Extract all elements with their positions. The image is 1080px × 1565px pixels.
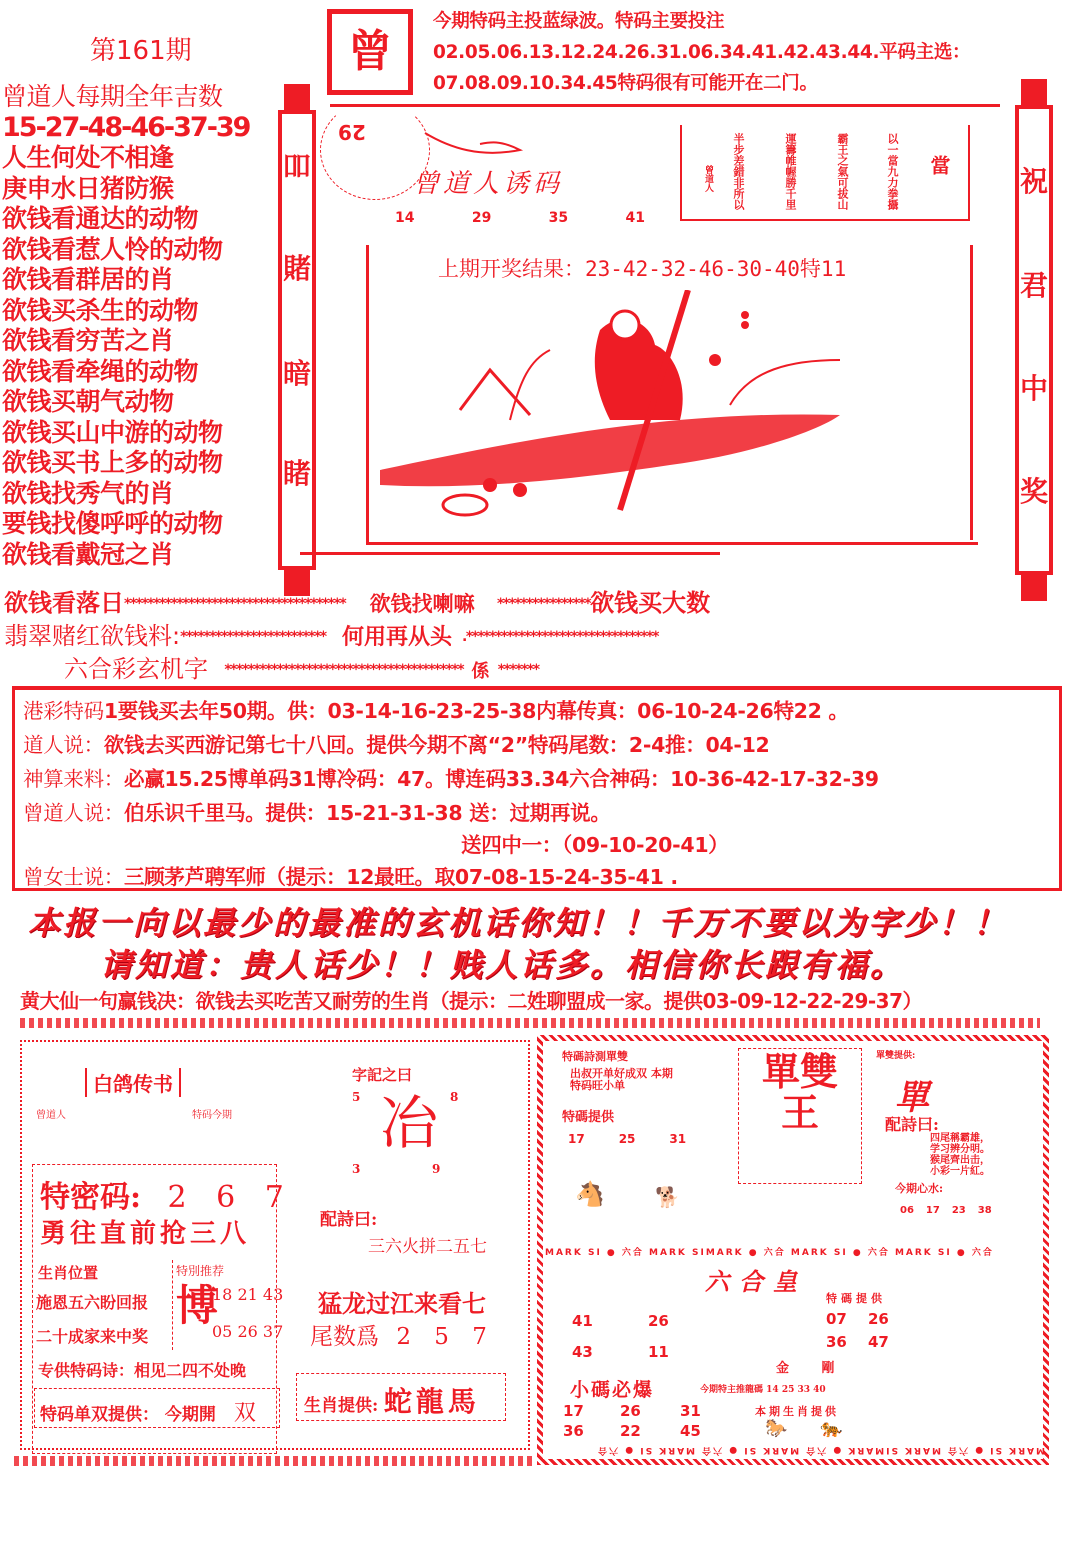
number-ball: 36: [563, 1422, 584, 1440]
scroll-banner-right: [1015, 105, 1053, 575]
big-char: 冶: [380, 1089, 439, 1157]
poem-column: 霸王之氣可拔山: [836, 133, 849, 210]
tip-line: 欲钱买书上多的动物: [2, 448, 223, 477]
tail-numbers: [310, 1318, 495, 1351]
left-tips-column: [2, 82, 274, 570]
star-row-left: 六合彩玄机字: [64, 655, 208, 683]
scroll-char: 賭: [282, 252, 311, 285]
char-title: 字記之曰: [352, 1066, 413, 1084]
special-recommend-label: 特別推荐: [176, 1264, 225, 1278]
previous-result-label: 上期开奖结果：: [438, 257, 585, 281]
tail-label: 尾数爲: [310, 1324, 379, 1350]
tail-digits: 2 5 7: [396, 1324, 495, 1350]
poem-column: 運籌帷幄勝千里: [784, 133, 797, 210]
info-line: [23, 796, 611, 826]
info-line: [23, 728, 770, 758]
tip-line: 欲钱看惹人怜的动物: [2, 234, 223, 264]
odd-even-char: 單: [895, 1078, 929, 1118]
divider: [172, 1260, 173, 1350]
poem-line: 四尾稱霸雄，: [930, 1133, 990, 1144]
info-line: [461, 828, 729, 858]
scroll-cap: [284, 84, 310, 110]
number-ball: 31: [680, 1402, 701, 1420]
scroll-char: 君: [1019, 269, 1048, 302]
special-phrase: 勇往直前抢三八: [40, 1219, 251, 1249]
number-ball: 38: [977, 1205, 992, 1216]
poem-label: 配詩曰:: [885, 1115, 939, 1134]
tip-line: 欲钱买杀生的动物: [2, 295, 199, 325]
pigeon-small-text: 曾道人: [36, 1110, 66, 1121]
pigeon-title: 白鸽传书: [85, 1068, 181, 1097]
poem-label: 配詩曰:: [320, 1210, 378, 1230]
face-number: 29: [338, 120, 366, 144]
number-ball: 31: [669, 1132, 687, 1146]
star-row-left: 翡翠赌红欲钱料:: [4, 622, 181, 650]
vertical-poem-box: [680, 125, 970, 221]
scroll-char: 祝: [1019, 165, 1048, 198]
info-line: [23, 694, 849, 724]
top-tip-text: 今期特码主投蓝绿波。特码主要投注02.05.06.13.12.24.26.31.06.34.41.42.43.44.平码主选：07.08.09.10.34.45特码很有可能开在二门。: [433, 11, 971, 94]
zodiac-line: 二十成家来中奖: [36, 1327, 149, 1346]
previous-result-value: 23-42-32-46-30-40特11: [585, 257, 847, 281]
tip-line: 欲钱看戴冠之肖: [2, 539, 174, 569]
today-numbers: 14 25 33 40: [766, 1385, 826, 1395]
tips-info-box: [12, 686, 1062, 891]
info-text: 伯乐识千里马。提供：15-21-31-38 送：过期再说。: [124, 801, 611, 825]
special-code: [40, 1172, 294, 1216]
number-ball: 06: [900, 1205, 914, 1216]
poem-signature: 曾道人: [703, 165, 713, 192]
small-code-label: 小碼必爆: [570, 1379, 655, 1401]
stars-decoration: .*********************************: [462, 629, 658, 645]
poem-column: 以一當九力拳攝: [886, 133, 899, 210]
figure-number: 41: [625, 210, 645, 226]
star-row-left: 欲钱看落日: [4, 589, 124, 617]
today-label: 今期特主推龍碼: [700, 1385, 764, 1395]
star-row-right: 欲钱买大数: [590, 589, 711, 617]
dragon-line: 猛龙过江来看七: [318, 1290, 486, 1318]
sage-illustration-icon: [370, 290, 970, 540]
number-ball: 07: [826, 1310, 847, 1328]
star-row: [4, 616, 658, 651]
tip-line: 欲钱买朝气动物: [2, 387, 174, 416]
figure-number: 14: [395, 210, 415, 226]
special-provide-label: 特碼提供: [562, 1110, 615, 1125]
odd-even-value: 今期開: [164, 1405, 216, 1425]
special-poem: 专供特码诗：相见二四不处晚: [38, 1361, 247, 1380]
info-text: 必赢15.25博单码31博冷码：47。博连码33.34六合神码：10-36-42-17-32-39: [124, 767, 879, 791]
divider: [300, 552, 720, 555]
liuhe-title: 六合皇: [705, 1268, 807, 1296]
info-label: 曾女士说：: [23, 865, 124, 889]
stars-decoration: *************************: [180, 629, 326, 645]
decorative-border: [20, 1018, 1040, 1028]
dog-icon: 🐕: [655, 1185, 680, 1209]
corner-number: 8: [450, 1090, 459, 1104]
issue-number: 第161期: [90, 36, 192, 66]
odd-even-provide: [40, 1396, 256, 1427]
seal-stamp: [327, 9, 413, 95]
zodiac-provide-label: 本期生肖提供: [755, 1405, 839, 1418]
divider: [330, 104, 1000, 107]
gold-label: 金 剛: [776, 1361, 849, 1376]
number-ball: 26: [648, 1312, 669, 1330]
scroll-char: 暗: [282, 357, 311, 390]
tip-line: 人生何处不相逢: [2, 143, 174, 172]
poem-line: 小彩一片紅。: [930, 1166, 990, 1177]
number-ball: 41: [572, 1312, 593, 1330]
poem-lines: [930, 1133, 990, 1177]
star-row-mid: 係: [471, 661, 490, 682]
number-ball: 17: [925, 1205, 940, 1216]
number-ball: 11: [648, 1343, 669, 1361]
pigeon-small-text: 特码今期: [192, 1110, 232, 1121]
tip-line: 庚申水日猪防猴: [2, 173, 174, 203]
poem-line: 学习辨分明。: [930, 1144, 990, 1155]
info-line: [23, 762, 879, 792]
tiger-icon: 🐅: [820, 1418, 843, 1439]
tip-line: 欲钱买山中游的动物: [2, 417, 223, 447]
odd-even-result: 双: [233, 1401, 256, 1426]
huang-daxian-tip: 黄大仙一句赢钱决：欲钱去买吃苦又耐劳的生肖（提示：二姓聊盟成一家。提供03-09-12-22-29-37）: [20, 989, 922, 1013]
poem-line: 猴尾齊出击，: [930, 1155, 990, 1166]
today-main-pick: [700, 1382, 826, 1395]
odd-even-poem: 出叔开单好成双 本期特码旺小单: [570, 1067, 673, 1092]
tip-line: 欲钱看穷苦之肖: [2, 326, 174, 355]
zodiac-line: 施恩五六盼回报: [36, 1293, 149, 1312]
info-label: 曾道人说：: [23, 801, 124, 825]
bo-numbers: 18 21 43: [212, 1285, 284, 1304]
stars-decoration: ****************: [496, 596, 591, 612]
special-provide-label-2: 特碼提供: [826, 1292, 886, 1305]
odd-even-king-title: 單雙王: [761, 1050, 838, 1135]
slogan-line-2: 请知道：贵人话少！！贱人话多。相信你长跟有福。: [100, 946, 906, 984]
this-issue-label: 今期心水:: [895, 1182, 944, 1195]
special-code-label: 特密码:: [40, 1180, 142, 1215]
info-label: 神算来料：: [23, 767, 124, 791]
this-issue-numbers: [900, 1205, 992, 1216]
lucky-title: 曾道人每期全年吉数: [2, 82, 223, 111]
bo-char: 博: [176, 1281, 219, 1330]
horse-icon: 🐎: [765, 1418, 788, 1439]
scroll-cap: [1021, 79, 1047, 105]
special-code-digits: 2 6 7: [167, 1180, 294, 1215]
scroll-char: 中: [1019, 372, 1048, 405]
number-ball: 36: [826, 1333, 847, 1351]
number-ball: 17: [563, 1402, 584, 1420]
special-provide-numbers: [568, 1132, 686, 1146]
tip-line: 欲钱看牵绳的动物: [2, 356, 199, 386]
number-ball: 43: [572, 1343, 593, 1361]
hand-icon: [420, 128, 530, 168]
zodiac-position-label: 生肖位置: [38, 1264, 99, 1282]
calligraphy-title: 曾道人诱码: [413, 169, 564, 199]
star-row: [64, 649, 539, 684]
divider: [970, 245, 973, 540]
figure-number: 35: [548, 210, 569, 226]
corner-number: 5: [352, 1090, 361, 1104]
number-ball: 26: [868, 1310, 889, 1328]
zodiac-provide-label: 生肖提供:: [304, 1396, 379, 1416]
mark-border-row: MARK SI ● 六合 MARK SIMARK ● 六合 MARK SI ● 六合 MARK SI ● 六合: [596, 1445, 1045, 1455]
lucky-numbers: 15-27-48-46-37-39: [2, 111, 250, 143]
number-ball: 23: [951, 1205, 966, 1216]
odd-even-label: 特码单双提供：: [40, 1405, 159, 1425]
tip-line: 欲钱看通达的动物: [2, 204, 199, 233]
info-label: 港彩特码: [23, 699, 104, 723]
bo-numbers: 05 26 37: [212, 1322, 284, 1341]
star-row-mid: 欲钱找喇嘛: [369, 592, 475, 616]
tip-line: 欲钱看群居的肖: [2, 265, 174, 294]
scroll-banner-left: [278, 110, 316, 570]
poem-text: 三六火拼二五七: [368, 1237, 487, 1257]
number-ball: 17: [568, 1132, 585, 1146]
scroll-cap: [1021, 575, 1047, 601]
poem-head: 當: [927, 155, 951, 175]
tip-line: 欲钱找秀气的肖: [2, 478, 174, 508]
info-text: 欲钱去买西游记第七十八回。提供今期不离“2”特码尾数：2-4推：04-12: [103, 733, 770, 757]
stars-decoration: *****************************************: [224, 662, 464, 678]
seal-icon: 曾: [348, 26, 392, 77]
scroll-char: 睹: [282, 457, 311, 490]
poem-column: 半步差錯非所以: [732, 133, 745, 210]
star-row: [4, 583, 710, 618]
info-text: 三顾茅芦聘军师（提示：12最旺。取07-08-15-24-35-41 .: [124, 865, 678, 889]
info-line: [23, 860, 678, 890]
corner-number: 3: [352, 1162, 361, 1176]
scroll-char: 奖: [1019, 475, 1048, 508]
info-text: 1要钱买去年50期。供：03-14-16-23-25-38内幕传真：06-10-24-26特22 。: [103, 699, 849, 723]
number-ball: 45: [680, 1422, 701, 1440]
corner-number: 9: [432, 1162, 441, 1176]
star-row-mid: 何用再从头: [342, 625, 453, 650]
figure-number: 29: [471, 210, 492, 226]
info-label: 道人说：: [23, 733, 104, 757]
number-ball: 26: [620, 1402, 641, 1420]
mark-border-row: MARK SI ● 六合 MARK SIMARK ● 六合 MARK SI ● 六合 MARK SI ● 六合: [545, 1248, 994, 1258]
decorative-border: [14, 1456, 534, 1466]
zodiac-provide-value: 蛇龍馬: [383, 1385, 480, 1418]
number-ball: 22: [620, 1422, 641, 1440]
previous-result: [438, 253, 846, 283]
scroll-char: 吅: [282, 150, 311, 183]
horse-icon: 🐴: [575, 1180, 605, 1208]
tip-line: 要钱找傻呼呼的动物: [2, 509, 223, 538]
zodiac-provide: [304, 1380, 480, 1420]
info-text: 送四中一：（09-10-20-41）: [461, 833, 729, 857]
number-ball: 47: [868, 1333, 889, 1351]
figure-numbers: [395, 210, 645, 226]
odd-even-poem-title: 特碼詩測單雙: [562, 1050, 628, 1063]
stars-decoration: **************************************: [124, 596, 346, 612]
number-ball: 25: [618, 1132, 636, 1146]
odd-even-provide-label: 單雙提供:: [876, 1051, 916, 1061]
stars-decoration: *******: [497, 662, 539, 678]
slogan-line-1: 本报一向以最少的最准的玄机话你知！！千万不要以为字少！！: [28, 904, 1009, 942]
